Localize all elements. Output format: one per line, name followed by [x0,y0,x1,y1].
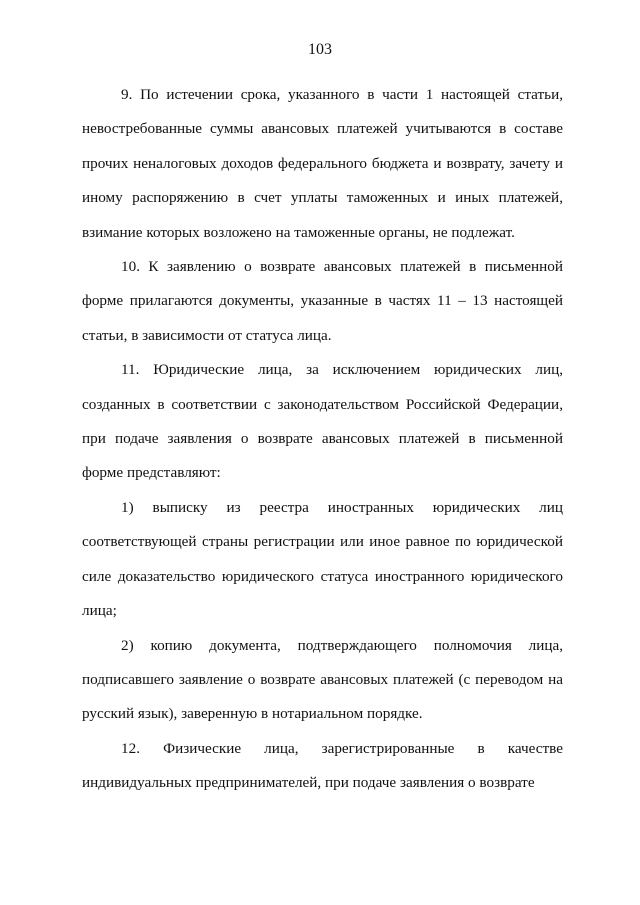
page-number: 103 [308,41,332,58]
paragraph-9: 9. По истечении срока, указанного в части 1 настоящей статьи, невостребованные суммы авансовых платежей учитываются в составе прочих неналоговых доходов федерального бюджета и возврату, зачету и иному распоряжению в счет уплаты таможенных и иных платежей, взимание которых возложено на таможенные органы, не подлежат. [82,86,563,241]
paragraph-11-item-2: 2) копию документа, подтверждающего полномочия лица, подписавшего заявление о возврате авансовых платежей (с переводом на русский язык), заверенную в нотариальном порядке. [82,636,563,723]
paragraph-10: 10. К заявлению о возврате авансовых платежей в письменной форме прилагаются документы, указанные в частях 11 – 13 настоящей статьи, в зависимости от статуса лица. [82,258,563,344]
paragraph-11: 11. Юридические лица, за исключением юридических лиц, созданных в соответствии с законодательством Российской Федерации, при подаче заявления о возврате авансовых платежей в письменной форме представляют: [82,361,563,482]
paragraph-12: 12. Физические лица, зарегистрированные в качестве индивидуальных предпринимателей, при подаче заявления о возврате [82,739,563,792]
paragraph-11-item-1: 1) выписку из реестра иностранных юридических лиц соответствующей страны регистрации или иное равное по юридической силе доказательство юридического статуса иностранного юридического лица; [82,498,563,620]
document-body [82,78,563,801]
